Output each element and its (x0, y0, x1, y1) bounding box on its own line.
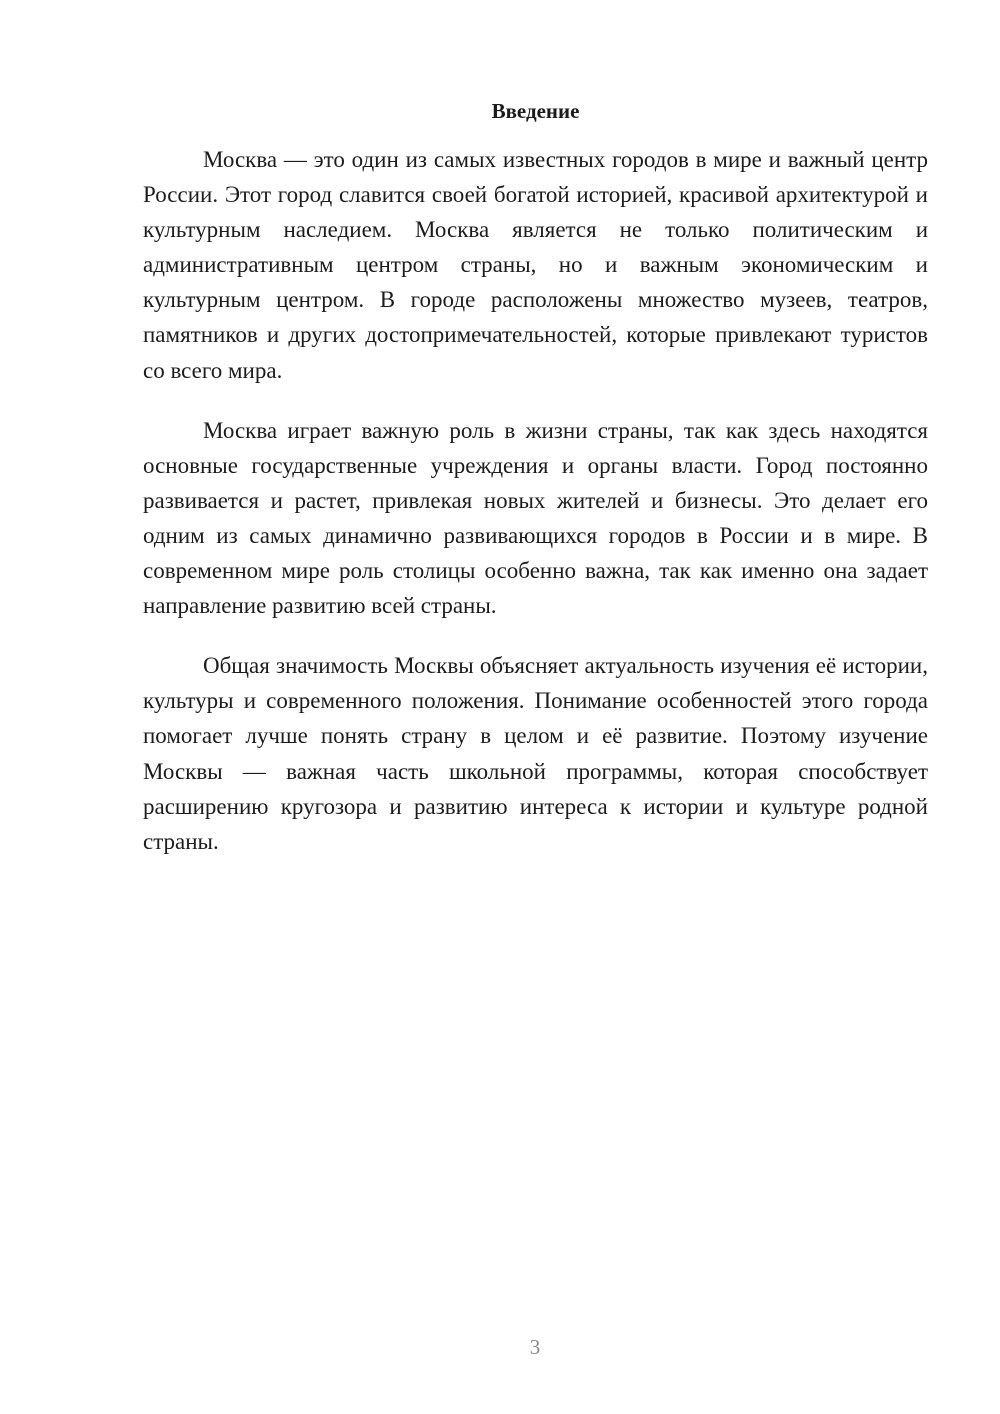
paragraph-3: Общая значимость Москвы объясняет актуальность изучения её истории, культуры и современного положения. Понимание особенностей этого города помогает лучше понять страну в целом и её развитие. Поэтому изучение Москвы — важная часть школьной программы, которая способствует расширению кругозора и развитию интереса к истории и культуре родной страны. (143, 653, 928, 854)
body-text (143, 142, 928, 884)
page-number: 3 (529, 1335, 541, 1359)
paragraph-2: Москва играет важную роль в жизни страны, так как здесь находятся основные государственные учреждения и органы власти. Город постоянно развивается и растет, привлекая новых жителей и бизнесы. Это делает его одним из самых динамично развивающихся городов в России и в мире. В современном мире роль столицы особенно важна, так как именно она задает направление развитию всей страны. (143, 417, 928, 619)
section-title: Введение (491, 99, 580, 123)
paragraph-1: Москва — это один из самых известных городов в мире и важный центр России. Этот город славится своей богатой историей, красивой архитектурой и культурным наследием. Москва является не только политическим и административным центром страны, но и важным экономическим и культурным центром. В городе расположены множество музеев, театров, памятников и других достопримечательностей, которые привлекают туристов со всего мира. (143, 147, 928, 383)
